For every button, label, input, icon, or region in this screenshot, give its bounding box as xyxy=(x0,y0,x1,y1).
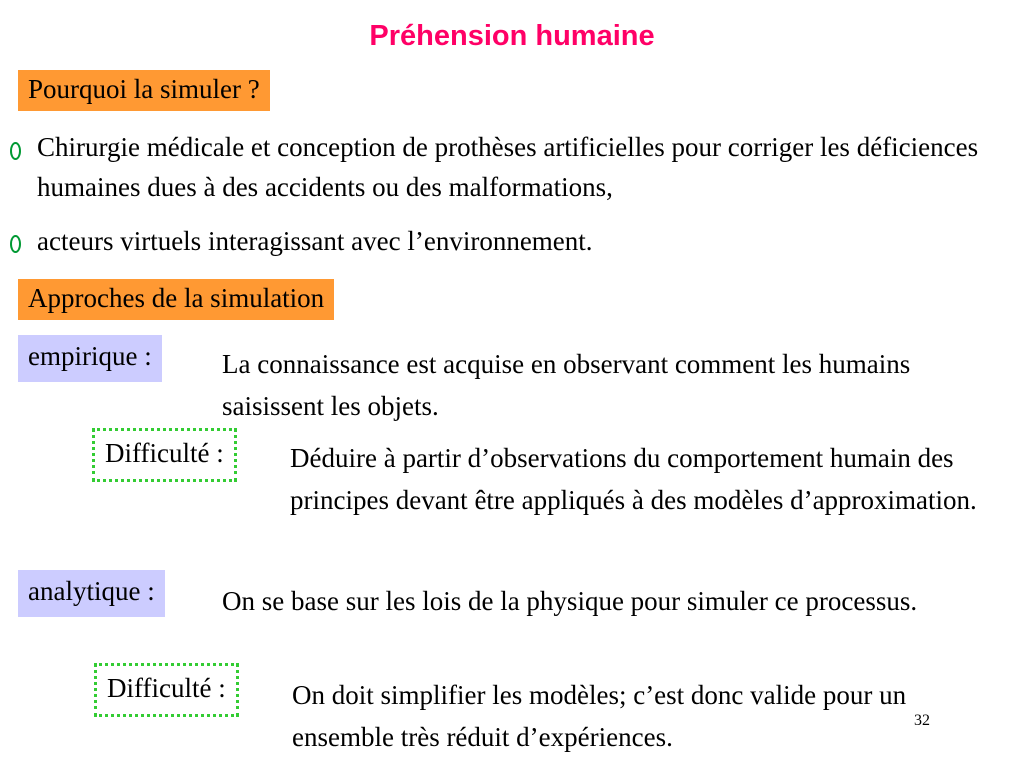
page-number: 32 xyxy=(914,712,930,729)
green-oval-bullet-icon xyxy=(10,235,21,253)
difficulty-text-analytique: On doit simplifier les modèles; c’est donc valide pour un ensemble très réduit d’expériences. xyxy=(292,680,907,752)
section-heading-why-simulate: Pourquoi la simuler ? xyxy=(18,70,270,111)
difficulty-label-analytique: Difficulté : xyxy=(94,663,239,717)
analytique-description: On se base sur les lois de la physique pour simuler ce processus. xyxy=(222,586,918,616)
difficulty-text-empirique: Déduire à partir d’observations du comportement humain des principes devant être appliqués à des modèles d’approximation. xyxy=(290,443,977,515)
green-oval-bullet-icon xyxy=(10,142,21,160)
slide-title: Préhension humaine xyxy=(369,20,655,52)
section-heading-approaches: Approches de la simulation xyxy=(18,279,334,320)
label-empirique: empirique : xyxy=(18,335,162,382)
difficulty-label-empirique: Difficulté : xyxy=(92,428,237,482)
label-analytique: analytique : xyxy=(18,570,165,617)
bullet-text: acteurs virtuels interagissant avec l’environnement. xyxy=(37,226,593,256)
empirique-description: La connaissance est acquise en observant comment les humains saisissent les objets. xyxy=(222,349,911,421)
bullet-text: Chirurgie médicale et conception de prothèses artificielles pour corriger les déficiences humaines dues à des accidents ou des malformations, xyxy=(37,132,979,202)
